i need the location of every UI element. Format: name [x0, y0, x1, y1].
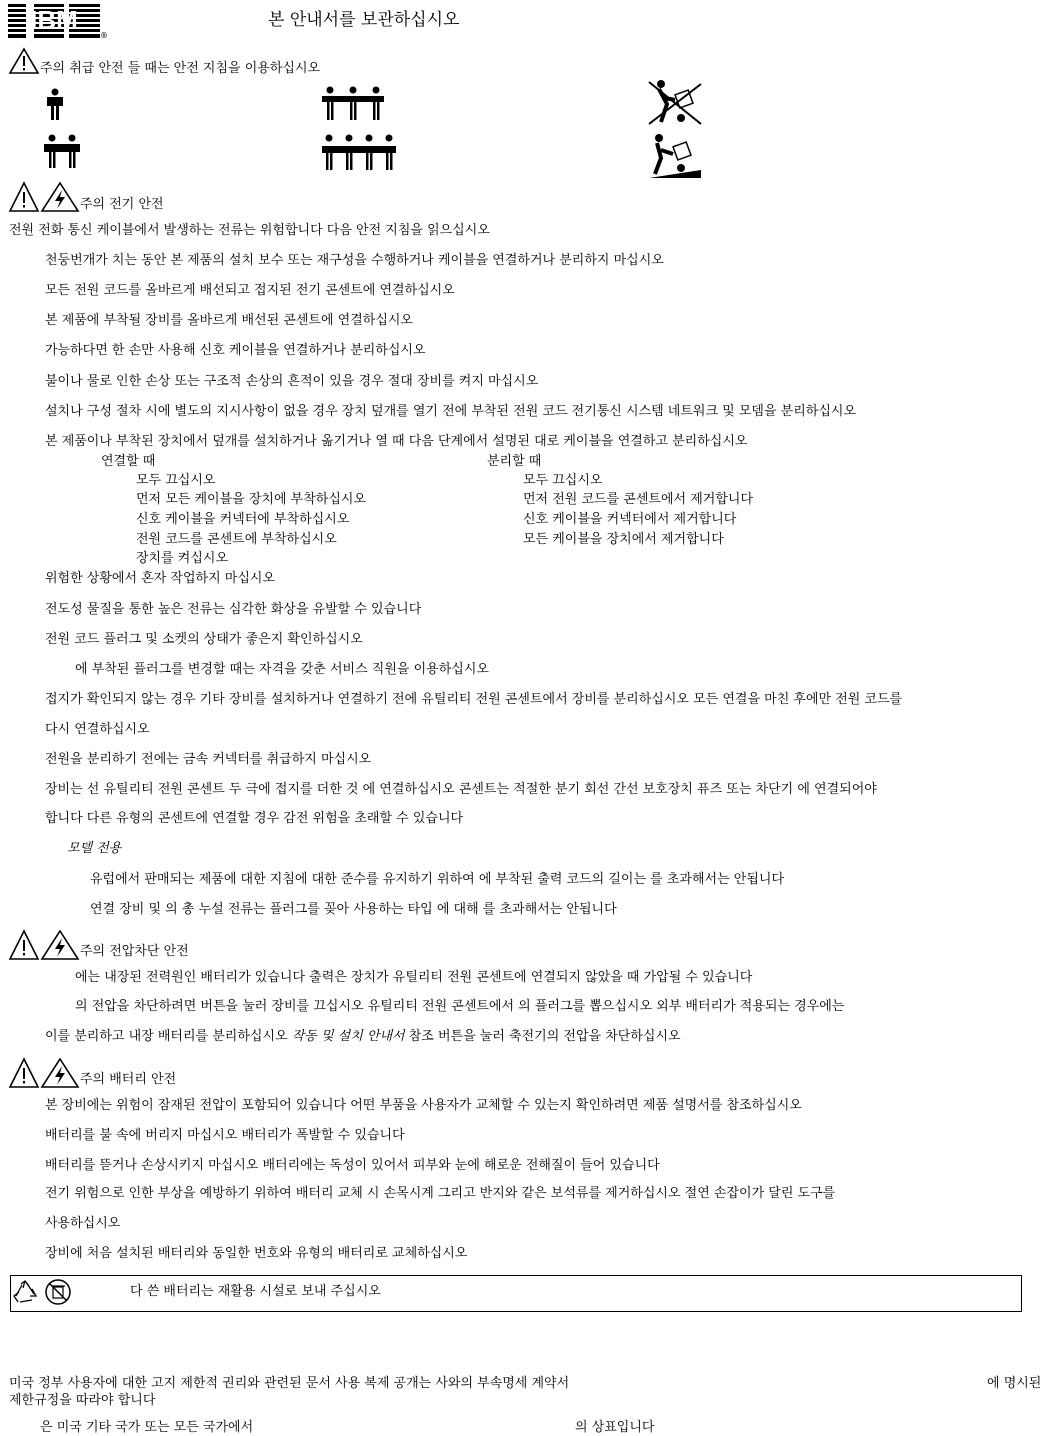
electrical-title: 주의 전기 안전 [80, 197, 164, 212]
hand-truck-icon [647, 132, 703, 180]
trademark-notice: 은 미국 기타 국가 또는 모든 국가에서 [40, 1420, 254, 1435]
electrical-item: 모든 전원 코드를 올바르게 배선되고 접지된 전기 콘센트에 연결하십시오 [45, 283, 455, 298]
power-off-line: 의 전압을 차단하려면 버튼을 눌러 장비를 끄십시오 유틸리티 전원 콘센트에서 의 플러그를 뽑으십시오 외부 배터리가 적용되는 경우에는 [75, 999, 845, 1014]
manual-reference: 작동 및 설치 안내서 [291, 1029, 405, 1044]
connect-step: 먼저 모든 케이블을 장치에 부착하십시오 [136, 492, 367, 507]
electrical-item: 전원을 분리하기 전에는 금속 커넥터를 취급하지 마십시오 [45, 752, 372, 767]
recycle-icon [12, 1280, 38, 1306]
warning-triangle-icon [9, 48, 39, 74]
electrical-item: 장비는 선 유틸리티 전원 콘센트 두 극에 접지를 더한 것 에 연결하십시오 콘센트는 적절한 분기 회선 간선 보호장치 퓨즈 또는 차단기 에 연결되어야 [45, 782, 877, 797]
page-title: 본 안내서를 보관하십시오 [268, 10, 460, 30]
warning-electric-icon [9, 930, 79, 960]
electrical-item: 위험한 상황에서 혼자 작업하지 마십시오 [45, 571, 276, 586]
battery-item: 사용하십시오 [45, 1216, 121, 1231]
no-hand-truck-icon [647, 78, 703, 126]
electrical-item: 설치나 구성 절차 시에 별도의 지시사항이 없을 경우 장치 덮개를 열기 전에 부착된 전원 코드 전기통신 시스템 네트워크 및 모뎀을 분리하십시오 [45, 404, 857, 419]
no-trash-icon [44, 1278, 72, 1308]
electrical-item: 전원 코드 플러그 및 소켓의 상태가 좋은지 확인하십시오 [45, 632, 363, 647]
ibm-logo [8, 4, 100, 38]
power-off-line3-a: 이를 분리하고 내장 배터리를 분리하십시오 [45, 1029, 288, 1044]
electrical-item: 합니다 다른 유형의 콘센트에 연결할 경우 감전 위험을 초래할 수 있습니다 [45, 811, 464, 826]
connect-step: 전원 코드를 콘센트에 부착하십시오 [136, 532, 337, 547]
power-off-line: 에는 내장된 전력원인 배터리가 있습니다 출력은 장치가 유틸리티 전원 콘센트에 연결되지 않았을 때 가압될 수 있습니다 [75, 970, 753, 985]
model-heading: 모델 전용 [67, 841, 122, 856]
electrical-item: 본 제품이나 부착된 장치에서 덮개를 설치하거나 옮기거나 열 때 다음 단계에서 설명된 대로 케이블을 연결하고 분리하십시오 [45, 434, 748, 449]
disconnect-step: 모두 끄십시오 [523, 473, 603, 488]
gov-notice-cont: 제한규정을 따라야 합니다 [9, 1393, 156, 1408]
electrical-item: 전도성 물질을 통한 높은 전류는 심각한 화상을 유발할 수 있습니다 [45, 602, 422, 617]
warning-electric-icon [9, 1058, 79, 1088]
model-note: 유럽에서 판매되는 제품에 대한 지침에 대한 준수를 유지하기 위하여 에 부착된 출력 코드의 길이는 를 초과해서는 안됩니다 [90, 872, 785, 887]
battery-item: 장비에 처음 설치된 배터리와 동일한 번호와 유형의 배터리로 교체하십시오 [45, 1246, 468, 1261]
ibm-logo-text: IBM [30, 5, 78, 35]
power-off-line3-b: 참조 버튼을 눌러 축전기의 전압을 차단하십시오 [408, 1029, 681, 1044]
one-person-lift-icon [44, 88, 66, 122]
battery-item: 배터리를 불 속에 버리지 마십시오 배터리가 폭발할 수 있습니다 [45, 1128, 405, 1143]
disconnect-heading: 분리할 때 [487, 454, 542, 469]
disconnect-step: 모든 케이블을 장치에서 제거합니다 [523, 532, 724, 547]
four-person-lift-icon [322, 134, 396, 172]
recycle-notice-text: 다 쓴 배터리는 재활용 시설로 보내 주십시오 [130, 1284, 381, 1299]
model-note: 연결 장비 및 의 총 누설 전류는 플러그를 꽂아 사용하는 타입 에 대해 를 초과해서는 안됩니다 [90, 902, 617, 917]
connect-heading: 연결할 때 [101, 454, 156, 469]
registered-mark: ® [100, 31, 108, 40]
battery-item: 본 장비에는 위험이 잠재된 전압이 포함되어 있습니다 어떤 부품을 사용자가 교체할 수 있는지 확인하려면 제품 설명서를 참조하십시오 [45, 1098, 802, 1113]
three-person-lift-icon [322, 86, 384, 122]
electrical-item: 가능하다면 한 손만 사용해 신호 케이블을 연결하거나 분리하십시오 [45, 343, 426, 358]
handling-title: 주의 취급 안전 들 때는 안전 지침을 이용하십시오 [40, 61, 321, 76]
gov-notice-end: 에 명시된 [987, 1376, 1042, 1391]
electrical-item: 천둥번개가 치는 동안 본 제품의 설치 보수 또는 재구성을 수행하거나 케이블을 연결하거나 분리하지 마십시오 [45, 253, 664, 268]
electrical-item: 불이나 물로 인한 손상 또는 구조적 손상의 흔적이 있을 경우 절대 장비를 켜지 마십시오 [45, 374, 539, 389]
warning-electric-icon [9, 182, 79, 212]
trademark-notice-end: 의 상표입니다 [575, 1420, 655, 1435]
disconnect-step: 신호 케이블을 커넥터에서 제거합니다 [523, 512, 737, 527]
two-person-lift-icon [44, 134, 80, 170]
battery-item: 배터리를 뜯거나 손상시키지 마십시오 배터리에는 독성이 있어서 피부와 눈에 해로운 전해질이 들어 있습니다 [45, 1158, 660, 1173]
connect-step: 장치를 켜십시오 [136, 551, 229, 566]
electrical-item: 본 제품에 부착될 장비를 올바르게 배선된 콘센트에 연결하십시오 [45, 313, 413, 328]
power-off-line [45, 1029, 681, 1045]
power-off-title: 주의 전압차단 안전 [80, 944, 189, 959]
gov-notice: 미국 정부 사용자에 대한 고지 제한적 권리와 관련된 문서 사용 복제 공개는 사와의 부속명세 계약서 [9, 1376, 570, 1391]
electrical-item: 접지가 확인되지 않는 경우 기타 장비를 설치하거나 연결하기 전에 유틸리티 전원 콘센트에서 장비를 분리하십시오 모든 연결을 마친 후에만 전원 코드를 [45, 692, 903, 707]
electrical-item: 다시 연결하십시오 [45, 722, 150, 737]
disconnect-step: 먼저 전원 코드를 콘센트에서 제거합니다 [523, 492, 754, 507]
electrical-intro: 전원 전화 통신 케이블에서 발생하는 전류는 위험합니다 다음 안전 지침을 읽으십시오 [9, 223, 490, 238]
battery-item: 전기 위험으로 인한 부상을 예방하기 위하여 배터리 교체 시 손목시계 그리고 반지와 같은 보석류를 제거하십시오 절연 손잡이가 달린 도구를 [45, 1186, 836, 1201]
connect-step: 모두 끄십시오 [136, 473, 216, 488]
connect-step: 신호 케이블을 커넥터에 부착하십시오 [136, 512, 350, 527]
battery-title: 주의 배터리 안전 [80, 1072, 177, 1087]
electrical-item: 에 부착된 플러그를 변경할 때는 자격을 갖춘 서비스 직원을 이용하십시오 [75, 662, 489, 677]
